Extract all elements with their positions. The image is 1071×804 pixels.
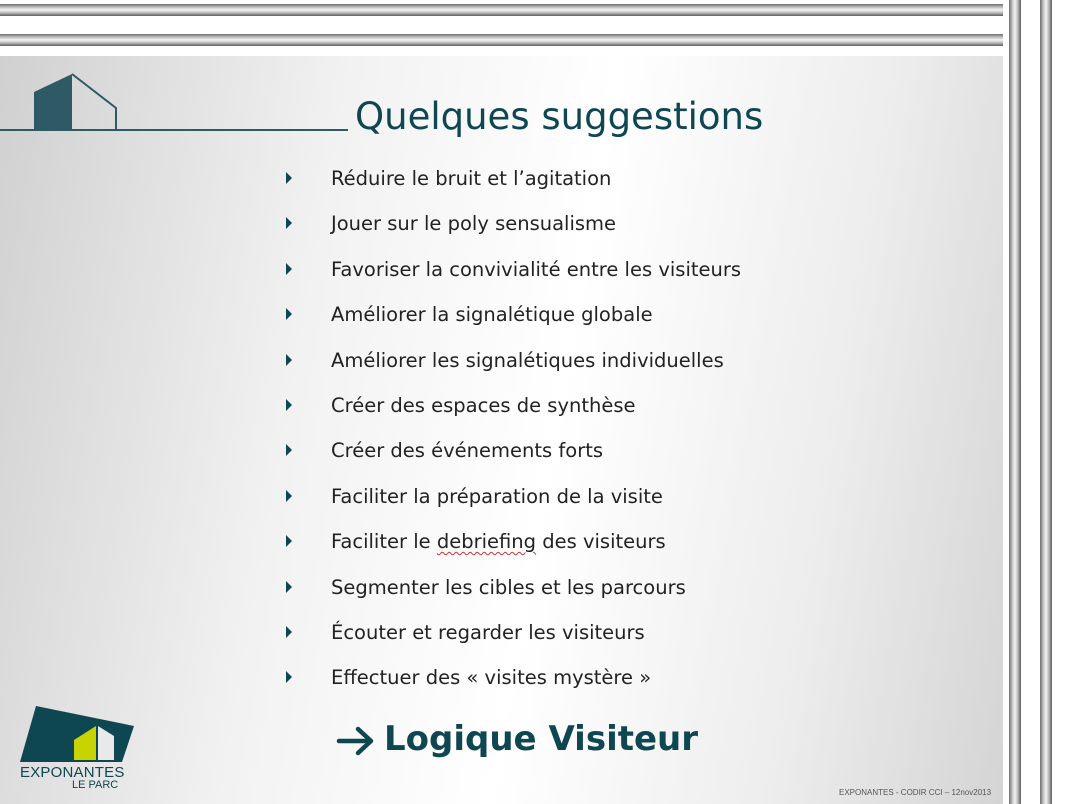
list-item-text: Réduire le bruit et l’agitation xyxy=(331,167,612,190)
metal-bar-top-1 xyxy=(0,4,1071,16)
list-item-text: Créer des événements forts xyxy=(331,439,604,463)
list-item-text: Améliorer la signalétique globale xyxy=(331,303,653,327)
triangle-right-icon xyxy=(286,626,292,638)
list-item-text: Améliorer les signalétiques individuelles xyxy=(331,348,724,372)
list-item-text-suffix: des visiteurs xyxy=(536,530,666,554)
list-item-text: Jouer sur le poly sensualisme xyxy=(331,212,617,236)
house-outline-icon xyxy=(30,72,122,134)
logo-name: EXPONANTES xyxy=(20,764,125,781)
slide-footer: EXPONANTES - CODIR CCI – 12nov2013 xyxy=(839,788,992,797)
list-item-text xyxy=(331,527,666,557)
list-item-text: Favoriser la convivialité entre les visiteurs xyxy=(331,257,742,281)
metal-bar-right-2 xyxy=(1040,0,1052,804)
triangle-right-icon xyxy=(286,308,292,320)
metal-bar-top-2 xyxy=(0,34,1071,46)
list-item-text: Faciliter la préparation de la visite xyxy=(331,484,663,508)
logo-subtitle: LE PARC xyxy=(72,779,119,791)
title-underline xyxy=(0,129,348,131)
triangle-right-icon xyxy=(286,490,292,502)
triangle-right-icon xyxy=(286,172,292,184)
list-item-text-prefix: Faciliter le xyxy=(331,530,431,554)
triangle-right-icon xyxy=(286,354,292,366)
spellcheck-word[interactable]: debriefing xyxy=(436,530,537,554)
triangle-right-icon xyxy=(286,444,292,456)
list-item-text: Créer des espaces de synthèse xyxy=(331,393,636,417)
slide-title: Quelques suggestions xyxy=(355,95,764,138)
triangle-right-icon xyxy=(286,263,292,275)
triangle-right-icon xyxy=(286,535,292,547)
list-item-text: Segmenter les cibles et les parcours xyxy=(331,575,686,599)
list-item-text: Écouter et regarder les visiteurs xyxy=(331,620,645,644)
triangle-right-icon xyxy=(286,399,292,411)
arrow-right-icon xyxy=(336,724,376,758)
triangle-right-icon xyxy=(286,581,292,593)
conclusion-text: Logique Visiteur xyxy=(384,719,699,759)
list-item-text: Effectuer des « visites mystère » xyxy=(331,666,652,690)
triangle-right-icon xyxy=(286,671,292,683)
triangle-right-icon xyxy=(286,217,292,229)
metal-bar-right-1 xyxy=(1009,0,1021,804)
